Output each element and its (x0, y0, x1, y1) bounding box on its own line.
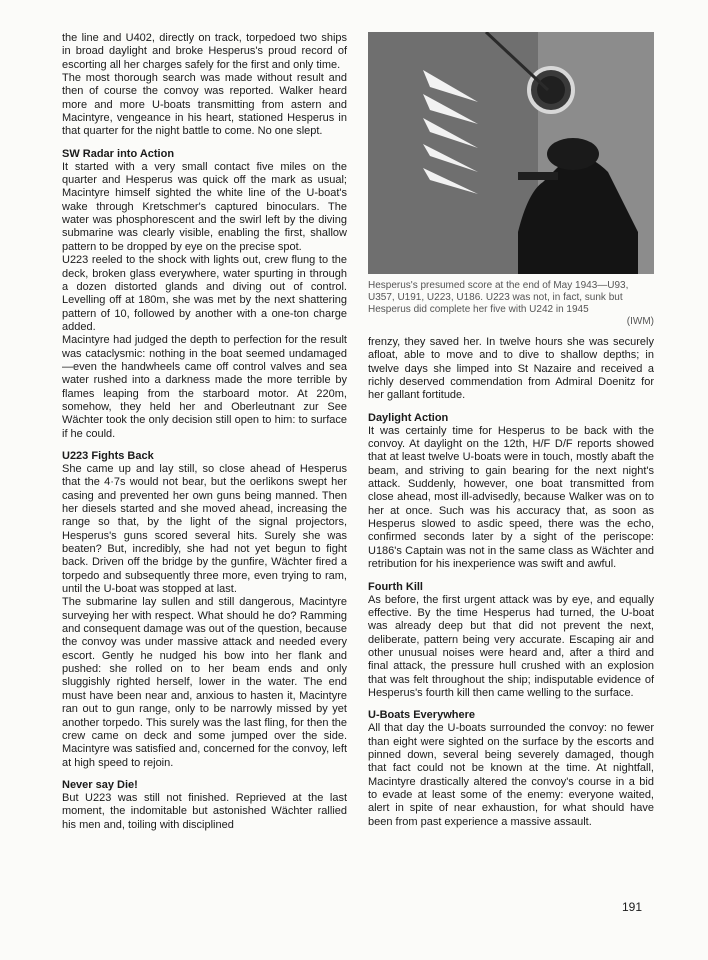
left-column (62, 32, 347, 832)
caption-credit: (IWM) (626, 316, 654, 327)
paragraph: Macintyre had judged the depth to perfection for the result was cataclysmic: nothing in the boat seemed undamaged—even the handwheels came off control valves and sea water rushed into a darkness made the more terrible by flames leaping from the starboard motor. At 220m, somehow, they held her and Oberleutnant zur See Wächter took the only decision still open to him: to surface if he could. (62, 334, 347, 440)
paragraph: She came up and lay still, so close ahead of Hesperus that the 4·7s would not bear, but the oerlikons swept her casing and prevented her own guns being manned. Then her diesels started and she moved ahead, increasing the range so that, by the light of the signal projectors, Hesperus's guns scored several hits. Surely she was beaten? But, incredibly, she had not yet begun to fight back. Driven off the bridge by the gunfire, Wächter fired a torpedo and subsequently three more, even trying to ram, until the U-boat was stopped at last. (62, 462, 347, 596)
section-heading: U-Boats Everywhere (368, 709, 475, 722)
paragraph: The most thorough search was made without result and then of course the convoy was reported. Walker heard more and more U-boats transmitting from astern and Macintyre, vengeance in his heart, stationed Hesperus in that quarter for the night battle to come. No one slept. (62, 72, 347, 138)
photo-illustration (368, 32, 654, 274)
photo (368, 32, 654, 274)
paragraph: U223 reeled to the shock with lights out, crew flung to the deck, broken glass everywhere, water spurting in through a dozen distorted glands and diving out of control. Levelling off at 180m, she was met by the next shattering pattern of 10, followed by another with a one-ton charge added. (62, 254, 347, 333)
paragraph: It started with a very small contact five miles on the quarter and Hesperus was quick off the mark as usual; Macintyre himself sighted the white line of the U-boat's wake through Kretschmer's captured binoculars. The water was phosphorescent and the swirl left by the diving submarine was clearly visible, enabling the first, shallow pattern to be dropped by eye on the precise spot. (62, 160, 347, 253)
right-column (368, 32, 654, 829)
section-heading: Never say Die! (62, 778, 138, 791)
section-heading: Daylight Action (368, 411, 449, 424)
section-heading: Fourth Kill (368, 580, 423, 593)
paragraph: The submarine lay sullen and still dangerous, Macintyre surveying her with respect. What should he do? Ramming and consequent damage was out of the question, because the convoy was under massive attack and needed every escort. Gently he nudged his bow into her flank and pushed: she rolled on to her beam ends and only sluggishly righted herself, lower in the water. The end must have been near and, anxious to hasten it, Macintyre ran out to gun range, only to be narrowly missed by yet another torpedo. This surely was the last fling, for then the crew came on deck and some jumped over the side. Macintyre was satisfied and, concerned for the convoy, left at high speed to rejoin. (62, 596, 347, 769)
paragraph: It was certainly time for Hesperus to be back with the convoy. At daylight on the 12th, H/F D/F reports showed that at least twelve U-boats were in touch, mostly abaft the beam, and striving to gain bearing for the next night's attack. Suddenly, however, one boat transmitted from close ahead, most ill-advisedly, because Walker was on to her at once. Such was his accuracy that, as soon as Hesperus slowed to asdic speed, there was the echo, confirmed seconds later by a sight of the periscope: U186's Captain was not in the same class as Wächter and retribution for his inexperience was swift and awful. (368, 424, 654, 571)
paragraph: the line and U402, directly on track, torpedoed two ships in broad daylight and broke Hesperus's proud record of escorting all her charges safely for the first and only time. (62, 32, 347, 71)
section-heading: U223 Fights Back (62, 449, 154, 462)
paragraph: frenzy, they saved her. In twelve hours she was securely afloat, able to move and to dive to shallow depths; in twelve days she limped into St Nazaire and received a richly deserved commendation from Admiral Doenitz for her gallant fortitude. (368, 336, 654, 402)
caption-text: Hesperus's presumed score at the end of May 1943—U93, U357, U191, U223, U186. U223 was not, in fact, sunk but Hesperus did complete her five with U242 in 1945 (368, 280, 629, 315)
photo-caption (368, 280, 654, 328)
paragraph: But U223 was still not finished. Reprieved at the last moment, the indomitable but astonished Wächter rallied his men and, toiling with disciplined (62, 791, 347, 831)
section-heading: SW Radar into Action (62, 147, 175, 160)
page-number: 191 (622, 900, 643, 914)
paragraph: All that day the U-boats surrounded the convoy: no fewer than eight were sighted on the surface by the escorts and pinned down, several being severely damaged, though that fact could not be known at the time. At nightfall, Macintyre drastically altered the convoy's course in a bid to evade at least some of the enemy: everyone waited, alert in spite of near exhaustion, for what should have been from past experience a massive assault. (368, 722, 654, 828)
paragraph: As before, the first urgent attack was by eye, and equally effective. By the time Hesperus had turned, the U-boat was already deep but that did not prevent the next, deliberate, pattern being very accurate. Escaping air and other unusual noises were heard and, after a third and final attack, the pressure hull crushed with an explosion that was felt throughout the ship; indisputable evidence of Hesperus's fourth kill then came welling to the surface. (368, 593, 654, 699)
